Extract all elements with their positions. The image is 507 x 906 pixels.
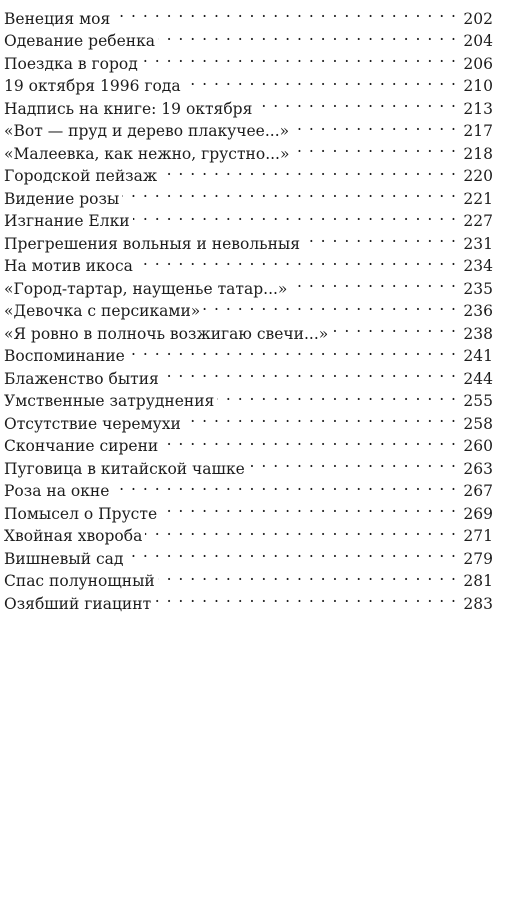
entry-title: Спас полунощный	[4, 572, 155, 590]
entry-page-number: 234	[463, 257, 493, 275]
entry-title: Венеция моя	[4, 9, 111, 28]
entry-title: Скончание сирени	[4, 437, 159, 455]
dot-leader	[145, 519, 457, 542]
entry-title: Изгнание Елки	[4, 212, 130, 230]
entry-title: Пуговица в китайской чашке	[4, 459, 245, 478]
entry-page-number: 206	[463, 54, 493, 73]
entry-title: Вишневый сад	[4, 549, 124, 568]
entry-page-number: 269	[463, 504, 493, 523]
entry-page-number: 221	[463, 189, 493, 208]
dot-leader	[255, 91, 457, 114]
dot-leader	[141, 46, 457, 69]
entry-page-number: 244	[463, 369, 493, 388]
toc-entry	[4, 1, 493, 28]
dot-leader	[292, 114, 457, 137]
entry-page-number: 241	[463, 347, 493, 365]
entry-title: Городской пейзаж	[4, 167, 158, 185]
entry-page-number: 238	[463, 324, 493, 343]
entry-title: Хвойная хвороба	[4, 527, 143, 545]
entry-page-number: 213	[463, 99, 493, 118]
entry-page-number: 263	[463, 459, 493, 478]
entry-title: Умственные затруднения	[4, 392, 215, 410]
entry-page-number: 271	[463, 527, 493, 545]
dot-leader	[112, 474, 457, 497]
dot-leader	[248, 451, 457, 474]
entry-page-number: 202	[463, 9, 493, 28]
entry-page-number: 236	[463, 302, 493, 320]
dot-leader	[203, 294, 457, 317]
entry-title: «Город-тартар, наущенье татар...»	[4, 279, 288, 298]
entry-page-number: 217	[463, 122, 493, 140]
entry-page-number: 267	[463, 482, 493, 500]
dot-leader	[184, 406, 457, 429]
entry-title: Помысел о Прусте	[4, 504, 158, 523]
dot-leader	[128, 339, 457, 362]
table-of-contents	[4, 1, 493, 613]
dot-leader	[158, 564, 457, 587]
entry-title: Воспоминание	[4, 347, 125, 365]
entry-page-number: 281	[463, 572, 493, 590]
entry-page-number: 218	[463, 144, 493, 163]
dot-leader	[290, 271, 457, 294]
entry-title: Отсутствие черемухи	[4, 414, 181, 433]
entry-title: Видение розы	[4, 189, 120, 208]
dot-leader	[331, 316, 457, 339]
entry-title: Поездка в город	[4, 54, 138, 73]
dot-leader	[136, 249, 457, 272]
entry-page-number: 231	[463, 234, 493, 253]
entry-page-number: 279	[463, 549, 493, 568]
entry-page-number: 220	[463, 167, 493, 185]
dot-leader	[154, 586, 457, 609]
entry-title: Одевание ребенка	[4, 32, 156, 50]
entry-title: Озябший гиацинт	[4, 594, 152, 613]
dot-leader	[303, 226, 457, 249]
entry-page-number: 258	[463, 414, 493, 433]
entry-title: Прегрешения вольныя и невольныя	[4, 234, 301, 253]
entry-page-number: 235	[463, 279, 493, 298]
entry-page-number: 227	[463, 212, 493, 230]
entry-title: «Девочка с персиками»	[4, 302, 201, 320]
entry-title: На мотив икоса	[4, 257, 133, 275]
entry-page-number: 283	[463, 594, 493, 613]
dot-leader	[292, 136, 457, 159]
dot-leader	[126, 541, 457, 564]
dot-leader	[162, 361, 457, 384]
entry-title: «Малеевка, как нежно, грустно...»	[4, 144, 290, 163]
dot-leader	[133, 204, 457, 227]
entry-title: Блаженство бытия	[4, 369, 159, 388]
dot-leader	[160, 496, 457, 519]
entry-title: 19 октября 1996 года	[4, 77, 181, 95]
dot-leader	[122, 181, 457, 204]
entry-page-number: 204	[463, 32, 493, 50]
entry-page-number: 210	[463, 77, 493, 95]
entry-page-number: 255	[463, 392, 493, 410]
entry-title: Надпись на книге: 19 октября	[4, 99, 253, 118]
dot-leader	[184, 69, 457, 92]
entry-page-number: 260	[463, 437, 493, 455]
dot-leader	[113, 1, 457, 24]
dot-leader	[158, 24, 457, 47]
entry-title: Роза на окне	[4, 482, 110, 500]
dot-leader	[160, 159, 457, 182]
entry-title: «Я ровно в полночь возжигаю свечи...»	[4, 324, 329, 343]
dot-leader	[217, 384, 457, 407]
dot-leader	[161, 429, 457, 452]
entry-title: «Вот — пруд и дерево плакучее...»	[4, 122, 290, 140]
